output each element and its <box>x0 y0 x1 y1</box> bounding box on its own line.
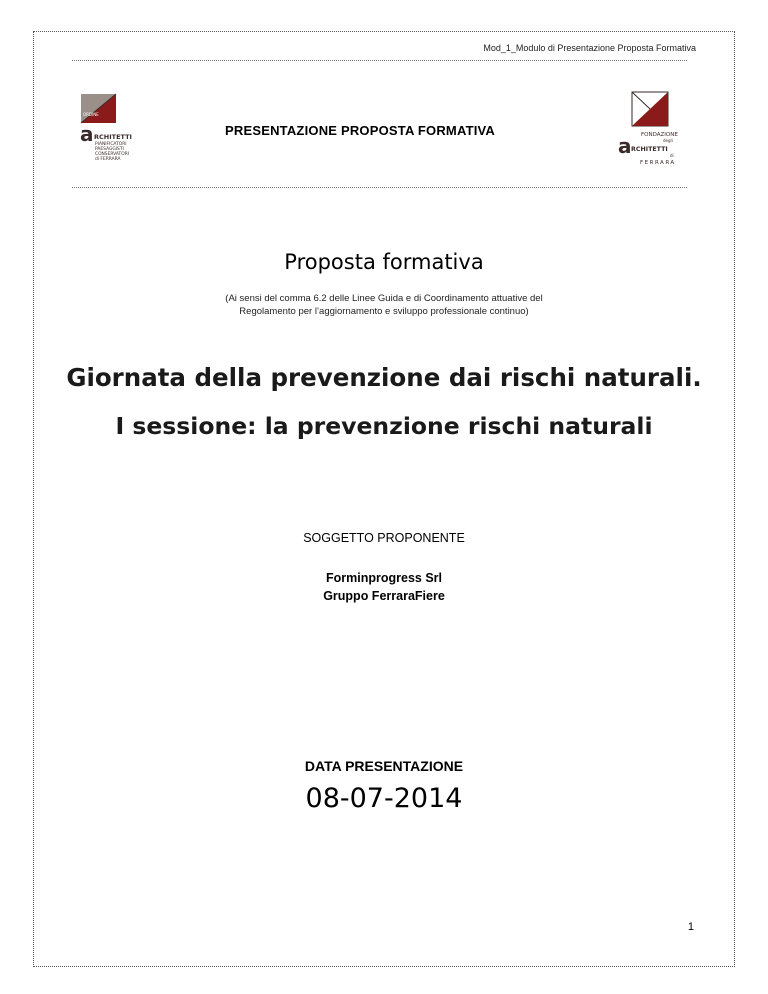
svg-text:a: a <box>80 122 94 146</box>
document-title: Proposta formativa <box>284 250 484 274</box>
event-title-line-2: I sessione: la prevenzione rischi naturali <box>115 412 653 440</box>
header-bottom-divider <box>72 187 687 188</box>
header-title: PRESENTAZIONE PROPOSTA FORMATIVA <box>225 123 496 138</box>
svg-text:PAESAGGISTI: PAESAGGISTI <box>95 147 124 152</box>
header-divider <box>72 60 687 61</box>
svg-text:FERRARA: FERRARA <box>640 160 676 166</box>
regulation-note-line-2: Regolamento per l’aggiornamento e sviluppo professionale continuo) <box>239 306 529 317</box>
ordine-architetti-logo <box>80 93 150 167</box>
page-number: 1 <box>687 921 694 933</box>
svg-text:di: di <box>670 153 674 158</box>
svg-text:ORDINE: ORDINE <box>83 112 99 117</box>
proposer-group: Gruppo FerraraFiere <box>323 589 445 603</box>
svg-text:CONSERVATORI: CONSERVATORI <box>95 152 130 157</box>
presentation-date-label: DATA PRESENTAZIONE <box>304 758 464 774</box>
page-border <box>33 31 735 967</box>
svg-text:FONDAZIONE: FONDAZIONE <box>641 132 678 138</box>
svg-text:PIANIFICATORI: PIANIFICATORI <box>95 142 127 147</box>
svg-text:RCHITETTI: RCHITETTI <box>94 133 132 141</box>
proposer-label: SOGGETTO PROPONENTE <box>303 531 465 545</box>
module-reference: Mod_1_Modulo di Presentazione Proposta Formativa <box>483 43 696 53</box>
svg-text:degli: degli <box>663 138 673 143</box>
svg-text:a: a <box>618 134 632 158</box>
proposer-name: Forminprogress Srl <box>326 571 442 585</box>
fondazione-architetti-logo <box>618 91 678 169</box>
svg-text:RCHITETTI: RCHITETTI <box>631 146 668 153</box>
regulation-note-line-1: (Ai sensi del comma 6.2 delle Linee Guida e di Coordinamento attuative del <box>225 293 543 304</box>
regulation-note <box>0 292 768 318</box>
presentation-date: 08-07-2014 <box>305 783 463 814</box>
svg-text:di FERRARA: di FERRARA <box>95 157 121 162</box>
event-title-line-1: Giornata della prevenzione dai rischi naturali. <box>66 363 702 392</box>
